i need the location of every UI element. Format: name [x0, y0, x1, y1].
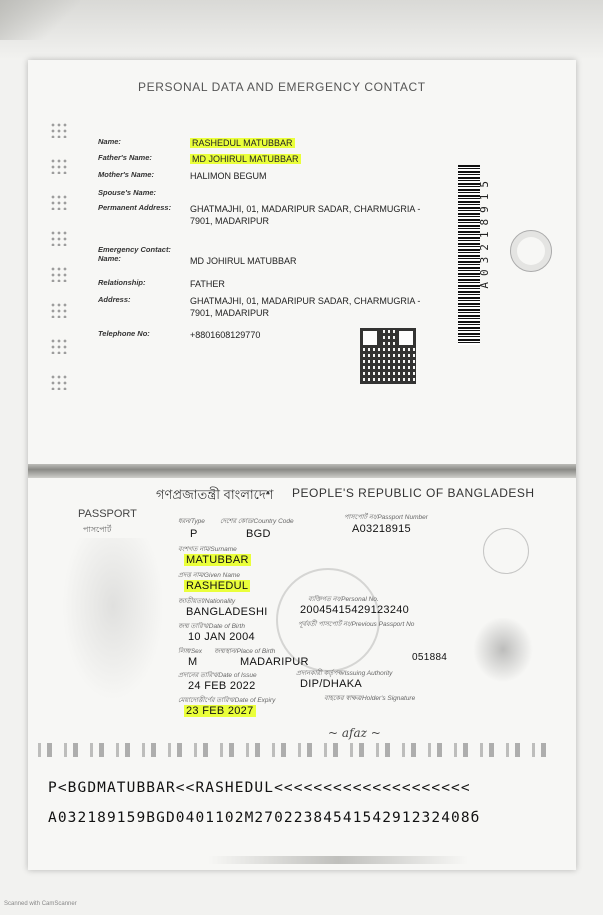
- perforation-mark: [50, 158, 68, 174]
- field-label: Telephone No:: [98, 329, 150, 338]
- field-label: Address:: [98, 295, 131, 304]
- perforation-column: [50, 122, 72, 410]
- scan-shadow: [0, 0, 603, 60]
- personal-no-label: ব্যক্তিগত নং/Personal No.: [308, 596, 379, 603]
- header-english: PEOPLE'S REPUBLIC OF BANGLADESH: [292, 486, 535, 500]
- qr-code: [360, 328, 416, 384]
- header-bengali: গণপ্রজাতন্ত্রী বাংলাদেশ: [156, 487, 274, 502]
- field-value: GHATMAJHI, 01, MADARIPUR SADAR, CHARMUGRIA - 7901, MADARIPUR: [190, 204, 421, 226]
- field-value: MD JOHIRUL MATUBBAR: [192, 154, 299, 164]
- sex-value: M: [188, 656, 198, 668]
- field-value: +8801608129770: [190, 330, 261, 340]
- issuing-authority-value: DIP/DHAKA: [300, 678, 362, 690]
- sex-label: লিঙ্গ/Sex: [178, 648, 203, 655]
- passport-label: PASSPORT: [78, 508, 137, 520]
- dob-label: জন্ম তারিখ/Date of Birth: [178, 623, 245, 630]
- field-label: Relationship:: [98, 278, 146, 287]
- page-fold-divider: [28, 464, 576, 478]
- mrz-line-1: P<BGDMATUBBAR<<RASHEDUL<<<<<<<<<<<<<<<<<<<<: [48, 780, 471, 796]
- nationality-label: জাতীয়তা/Nationality: [178, 598, 236, 605]
- field-value: GHATMAJHI, 01, MADARIPUR SADAR, CHARMUGRIA - 7901, MADARIPUR: [190, 296, 421, 318]
- field-label: Father's Name:: [98, 153, 152, 162]
- field-value: RASHEDUL MATUBBAR: [192, 138, 293, 148]
- date-of-expiry-label: মেয়াদোত্তীর্ণের তারিখ/Date of Expiry: [178, 697, 276, 704]
- vertical-barcode: [458, 165, 480, 345]
- perforation-mark: [50, 122, 68, 138]
- field-label: Permanent Address:: [98, 203, 172, 212]
- emboss-seal-right: [483, 528, 529, 574]
- surname-value: MATUBBAR: [186, 554, 249, 566]
- field-label: Emergency Contact: Name:: [98, 245, 171, 263]
- surname-label: বংশগত নাম/Surname: [178, 546, 237, 553]
- perforation-mark: [50, 266, 68, 282]
- date-of-issue-label: প্রদানের তারিখ/Date of Issue: [178, 672, 257, 679]
- ghost-photo: [58, 538, 168, 708]
- field-label: Spouse's Name:: [98, 188, 157, 197]
- place-of-birth-label: জন্মস্থান/Place of Birth: [214, 648, 276, 655]
- date-of-expiry-value: 23 FEB 2027: [186, 705, 254, 717]
- security-strip: [38, 743, 558, 757]
- emboss-seal: [510, 230, 552, 272]
- scan-smudge: [208, 856, 468, 864]
- perforation-mark: [50, 230, 68, 246]
- perforation-mark: [50, 374, 68, 390]
- type-value: P: [190, 528, 198, 540]
- perforation-mark: [50, 302, 68, 318]
- perforation-mark: [50, 194, 68, 210]
- passport-label-bengali: পাসপোর্ট: [83, 525, 112, 534]
- field-label: Mother's Name:: [98, 170, 154, 179]
- field-value: HALIMON BEGUM: [190, 171, 267, 181]
- passport-number-label: পাসপোর্ট নং/Passport Number: [344, 514, 428, 521]
- date-of-issue-value: 24 FEB 2022: [188, 680, 256, 692]
- perforation-mark: [50, 338, 68, 354]
- passport-number-value: A03218915: [352, 523, 411, 535]
- personal-no-value: 20045415429123240: [300, 604, 410, 616]
- section-title: PERSONAL DATA AND EMERGENCY CONTACT: [138, 80, 426, 94]
- issuing-authority-label: প্রদানকারী কর্তৃপক্ষ/Issuing Authority: [296, 670, 393, 677]
- field-label: Name:: [98, 137, 121, 146]
- vertical-passport-number: A03218915: [478, 175, 491, 289]
- scanner-watermark: Scanned with CamScanner: [4, 901, 77, 907]
- field-value: MD JOHIRUL MATUBBAR: [190, 256, 297, 266]
- personal-data-page: [28, 60, 576, 472]
- passport-page: [28, 60, 576, 870]
- holder-signature-label: বাহকের স্বাক্ষর/Holder's Signature: [324, 695, 416, 702]
- secondary-photo: [468, 618, 538, 688]
- country-code-label: দেশের কোড/Country Code: [220, 518, 294, 525]
- folded-corner: [0, 0, 80, 40]
- nationality-value: BANGLADESHI: [186, 606, 268, 618]
- country-code-value: BGD: [246, 528, 271, 540]
- place-of-birth-value: MADARIPUR: [240, 656, 309, 668]
- field-value: FATHER: [190, 279, 225, 289]
- holder-signature: ~ afaz ~: [328, 726, 381, 740]
- dob-value: 10 JAN 2004: [188, 631, 255, 643]
- passport-data-page: [28, 478, 576, 870]
- given-name-value: RASHEDUL: [186, 580, 249, 592]
- type-label: ধরন/Type: [178, 518, 205, 525]
- mrz-line-2: A032189159BGD0401102M2702238454154291232408б: [48, 810, 481, 826]
- previous-passport-label: পূর্ববর্তী পাসপোর্ট নং/Previous Passport No: [298, 621, 415, 628]
- side-number: 051884: [412, 652, 448, 663]
- given-name-label: প্রদত্ত নাম/Given Name: [178, 572, 241, 579]
